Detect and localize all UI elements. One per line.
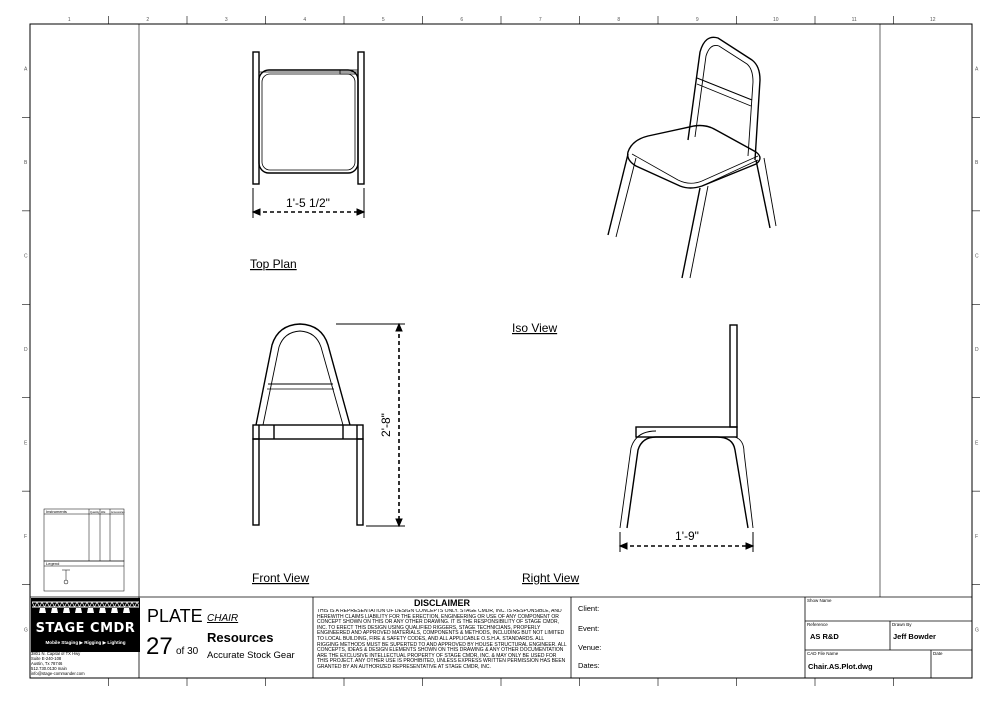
plate-number: 27 [146,633,173,660]
sheet-frame [30,24,972,678]
instruments-col-a: Quantity [90,511,100,514]
plate-label: PLATE [147,606,203,626]
row-zone-label: C [975,253,979,260]
row-zone-label: E [975,440,979,447]
instruments-col-b: Wat [101,511,106,514]
column-zone-label: 12 [929,17,936,23]
address-line-5: info@stage-commander.com [31,671,85,676]
stage-cmdr-logo [31,598,140,652]
logo-tagline: Mobile Staging ▶ Rigging ▶ Lighting [45,640,126,645]
address-line-3: Austin, Tx 78746 [31,661,63,666]
venue-label: Venue: [578,643,602,652]
front-view-label: Front View [252,571,310,585]
iso-view-label: Iso View [512,321,558,335]
stage-light-icon [39,608,46,613]
column-zone-label: 1 [67,17,71,23]
instruments-table [44,509,124,591]
column-zone-label: 7 [538,17,542,23]
disclaimer-title: DISCLAIMER [414,598,470,608]
column-zone-label: 9 [695,17,699,23]
stage-light-icon [111,608,118,613]
row-zone-label: B [24,160,28,167]
row-zone-label: E [24,440,28,447]
disclaimer-body: THIS IS A REPRESENTATION OF DESIGN CONCEPTS ONLY. STAGE CMDR, INC. IS RESPONSIBLE, AND HEREWITH CLAIMS LIABILITY FOR THE ERECTION, ENGINEERING OR USE OF ANY COMPONENT OR CONCEPT SHOWN ON THIS OR ANY OTHER DRAWING. IT IS THE RESPONSIBILITY OF STAGE CMDR, INC. TO ERECT THIS DESIGN USING QUALIFIED RIGGERS, STAGE TECHNICIANS, PROPERLY ENGINEERED AND APPROVED MATERIALS, COMPONENTS & METHODS, INCLUDING BUT NOT LIMITED TO LOCAL BUILDING, FIRE & SAFETY CODES, AND ALL APPLICABLE O.S.H.A. STANDARDS. ALL RIGGING METHODS MUST BE SUPERTED TO AND APPROVED BY HOUSE STRUCTURAL ENGINEER. ALL CONCEPTS, IDEAS & DESIGN ELEMENTS SHOWN ON THIS DRAWING & ANY OTHER DOCUMENTATION ARE THE EXCLUSIVE INTELLECTUAL PROPERTY OF STAGE CMDR, INC. & MAY ONLY BE USED FOR THIS PROJECT. ANY OTHER USE IS PROHIBITED, UNLESS EXPRESS WRITTEN PERMISSION HAS BEEN GRANTED BY AN AUTHORIZED REPRESENTATIVE AT STAGE CMDR, INC. [317,609,567,670]
column-zone-label: 5 [381,17,385,23]
top-plan-dim-text: 1'-5 1/2" [286,196,330,210]
iso-view-drawing [608,37,776,278]
client-label: Client: [578,604,600,613]
column-zone-label: 11 [851,17,857,23]
column-zone-label: 2 [146,17,150,23]
column-zone-label: 8 [617,17,621,23]
column-zone-label: 3 [224,17,228,23]
top-plan-drawing [253,52,364,184]
subsection-name: Accurate Stock Gear [207,650,295,661]
section-name: Resources [207,630,274,645]
row-zone-label: F [975,533,979,540]
row-zone-label: G [975,627,979,634]
reference-label: Reference [807,622,828,627]
column-zone-label: 6 [460,17,464,23]
stage-light-icon [123,608,130,613]
row-zone-label: C [24,253,28,260]
row-zone-label: A [975,66,979,73]
stage-light-icon [51,608,58,613]
plate-name: CHAIR [207,613,239,624]
cad-file-value: Chair.AS.Plot.dwg [808,662,873,671]
right-view-dim-text: 1'-9" [675,529,699,543]
logo-text: STAGE CMDR [35,621,136,636]
instruments-col-c: Accessories [111,511,125,514]
address-line-2: Suite E-240-108 [31,656,62,661]
event-label: Event: [578,624,600,633]
drawn-by-label: Drawn By [892,622,912,627]
dates-label: Dates: [578,661,600,670]
instruments-header: Instruments [46,509,67,514]
stage-light-icon [75,608,82,613]
address-line-4: 512.730.0130 main [31,666,67,671]
column-zone-label: 4 [303,17,307,23]
column-zone-label: 10 [772,17,779,23]
show-name-label: Show Name [807,598,832,603]
right-view-label: Right View [522,571,580,585]
top-plan-label: Top Plan [250,257,297,271]
address-line-1: 3801 N. Capital of TX Hwy [31,651,81,656]
date-label: Date [933,651,943,656]
plate-of: of 30 [176,646,199,657]
stage-light-icon [63,608,70,613]
row-zone-label: D [975,347,979,353]
company-address [31,651,138,676]
reference-value: AS R&D [810,632,839,641]
row-zone-label: A [24,66,28,73]
front-view-dim-text: 2'-8" [379,413,393,437]
row-zone-label: F [24,533,28,540]
row-zone-label: G [24,627,28,634]
right-view-drawing [620,325,753,528]
drawn-by-value: Jeff Bowder [893,632,936,641]
row-zone-label: D [24,347,28,353]
row-zone-label: B [975,160,979,167]
front-view-drawing [253,324,363,525]
stage-light-icon [87,608,94,613]
legend-header: Legend [46,561,60,566]
truss-graphic [32,599,139,613]
stage-light-icon [99,608,106,613]
cad-file-label: CAD File Name [807,651,839,656]
